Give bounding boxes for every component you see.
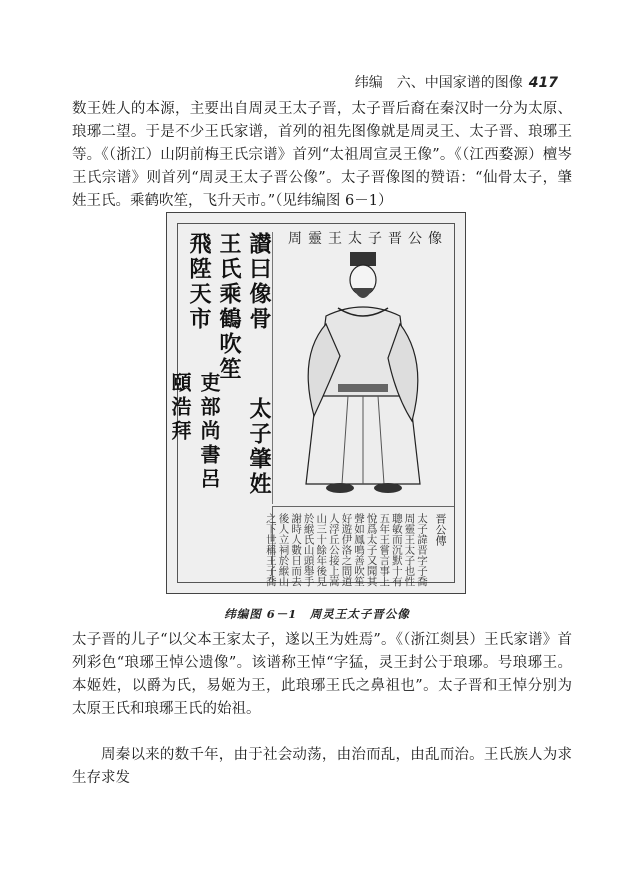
- genealogy-portrait-figure: [166, 212, 466, 594]
- paragraph-1: 数王姓人的本源，主要出自周灵王太子晋，太子晋后裔在秦汉时一分为太原、琅琊二望。于是不少王氏家谱，首列的祖先图像就是周灵王、太子晋、琅琊王等。《（浙江）山阴前梅王氏宗谱》首列“太祖周宣灵王像”。《（江西婺源）檀岑王氏宗谱》则首列“周灵王太子晋公像”。太子晋像图的赞语：“仙骨太子，肇姓王氏。乘鹤吹笙，飞升天市。”（见纬编图 6－1）: [72, 101, 572, 209]
- praise-column-1b: 太子肇姓: [246, 397, 272, 497]
- praise-column-1: 讃曰像骨: [246, 232, 272, 332]
- page-header: [355, 72, 558, 92]
- biography-title: 晋公傳: [434, 513, 447, 546]
- paragraph-3: 周秦以来的数千年，由于社会动荡，由治而乱，由乱而治。王氏族人为求生存求发: [72, 747, 572, 786]
- figure-frame: [168, 223, 455, 587]
- section-title: 纬编 六、中国家谱的图像: [354, 75, 523, 91]
- praise-column-3: 飛陞天市: [186, 232, 212, 332]
- prince-jin-portrait: [278, 246, 448, 496]
- praise-signature: 吏部尚書呂頤浩拜: [168, 372, 221, 492]
- praise-inscription: [168, 232, 273, 504]
- biography-text: 太子諱晋字子喬周靈王太子也性聰敏而沉默十有五年王嘗言事上悅爲太子又聞其聲如鳳鳴善吹笙好遊伊洛之間道人浮丘公接上嵩山三十餘年後見於緱氏山頭舉手謝時人數日而去後人立祠於緱山之下世稱王子喬: [264, 513, 428, 587]
- portrait-title: 周靈王太子晋公像: [288, 231, 448, 247]
- paragraph-2: 太子晋的儿子“以父本王家太子，遂以王为姓焉”。《（浙江剡县）王氏家谱》首列彩色“琅琊王悼公遗像”。该谱称王悼“字猛，灵王封公于琅琊。号琅琊王。本姬姓，以爵为氏，易姬为王，此琅琊王氏之鼻祖也”。太子晋和王悼分别为太原王氏和琅琊王氏的始祖。: [72, 632, 572, 717]
- figure-caption: 纬编图 6－1 周灵王太子晋公像: [224, 607, 410, 621]
- page-number: 417: [528, 75, 558, 91]
- biography-box: [264, 506, 454, 587]
- praise-column-2: 王氏乘鶴吹笙: [216, 232, 242, 382]
